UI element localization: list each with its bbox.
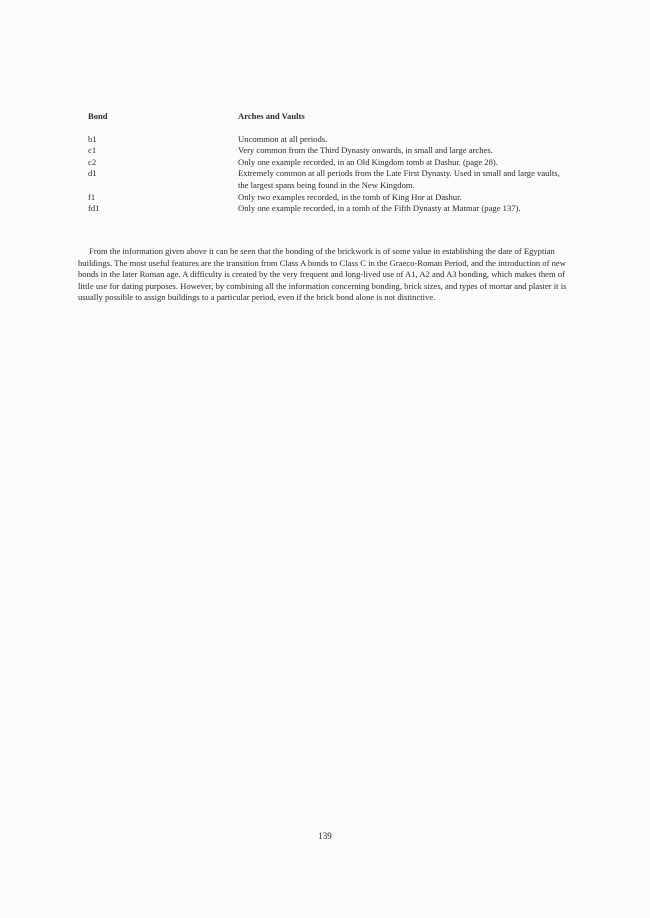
column-header-arches-vaults: Arches and Vaults <box>238 111 305 121</box>
column-header-bond: Bond <box>88 111 108 121</box>
table-row <box>88 157 568 169</box>
table-header-row <box>88 111 568 134</box>
table-row <box>88 192 568 204</box>
bond-table <box>88 111 568 215</box>
bond-description: Very common from the Third Dynasty onwards, in small and large arches. <box>238 145 493 156</box>
body-paragraph: From the information given above it can be seen that the bonding of the brickwork is of some value in establishing the date of Egyptian buildings. The most useful features are the transition from Class A bonds to Class C in the Graeco-Roman Period, and the introduction of new bonds in the later Roman age. A difficulty is created by the very frequent and long-lived use of A1, A2 and A3 bonding, which makes them of little use for dating purposes. However, by combining all the information concerning bonding, brick sizes, and types of mortar and plaster it is usually possible to assign buildings to a particular period, even if the brick bond alone is not distinctive. <box>78 246 567 303</box>
bond-code: d1 <box>88 168 97 179</box>
bond-code: fd1 <box>88 203 100 214</box>
bond-description: Only two examples recorded, in the tomb of King Hor at Dashur. <box>238 191 462 202</box>
table-row <box>88 168 568 191</box>
bond-code: b1 <box>88 133 97 144</box>
bond-code: c1 <box>88 145 97 156</box>
bond-code: c2 <box>88 156 97 167</box>
table-row <box>88 134 568 146</box>
table-row <box>88 145 568 157</box>
page-number: 139 <box>318 831 332 841</box>
bond-code: f1 <box>88 191 96 202</box>
bond-description: Only one example recorded, in a tomb of the Fifth Dynasty at Matmar (page 137). <box>238 203 521 214</box>
bond-description: Extremely common at all periods from the Late First Dynasty. Used in small and large vaults, the largest spans being found in the New Kingdom. <box>238 168 560 190</box>
bond-description: Uncommon at all periods. <box>238 133 328 144</box>
bond-description: Only one example recorded, in an Old Kingdom tomb at Dashur. (page 28). <box>238 156 498 167</box>
table-row <box>88 203 568 215</box>
